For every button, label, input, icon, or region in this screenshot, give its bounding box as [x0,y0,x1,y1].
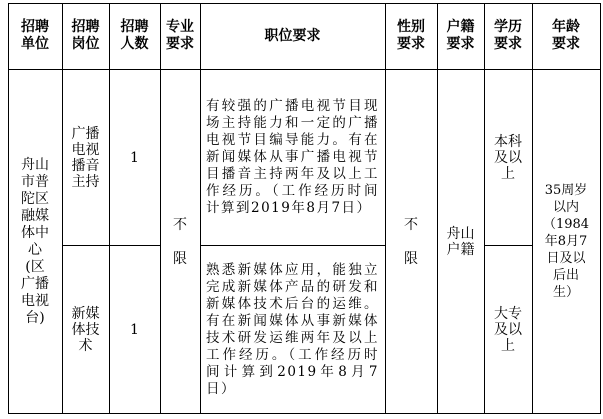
gender-cell: 不 限 [404,216,418,267]
header-education: 学历 要求 [494,19,522,52]
requirements-text-row-2: 熟悉新媒体应用，能独立完成新媒体产品的研发和新媒体技术后台的运维。有在新闻媒体从事新媒体技术研发运维两年及以上工作经历。（工作经历时间计算到2019年8月7日） [206,261,379,397]
header-count: 招聘 人数 [120,19,149,52]
col-border-9 [600,3,601,414]
count-row-2: 1 [130,321,139,338]
age-cell: 35周岁 以内 （1984 年8月7 日及以 后出 生） [542,183,590,300]
header-unit: 招聘 单位 [21,19,49,52]
position-new-media-tech: 新媒 体技 术 [71,305,100,354]
major-cell: 不 限 [173,216,187,267]
header-gender: 性别 要求 [397,19,425,52]
position-broadcast-host: 广播 电视 播音 主持 [71,125,100,190]
education-row-2: 大专 及以 上 [494,305,522,354]
header-age: 年龄 要求 [552,19,580,52]
count-row-1: 1 [130,149,139,166]
unit-cell [8,70,62,413]
education-row-1: 本科 及以 上 [494,133,522,182]
requirements-text-row-1: 有较强的广播电视节目现场主持能力和一定的广播电视节目编导能力。有在新闻媒体从事广播电视节目播音主持两年及以上工作经历。（工作经历时间计算到2019年8月7日） [206,98,379,216]
requirements-row-2 [200,246,385,413]
unit-name: 舟山市普陀区融媒体中心(区广播电视台) [21,156,49,326]
header-requirements: 职位要求 [264,27,321,44]
header-hukou: 户籍 要求 [446,19,475,52]
table-bottom-border [8,413,600,414]
requirements-row-1 [200,70,385,245]
header-major: 专业 要求 [166,19,194,52]
hukou-cell: 舟山 户籍 [446,225,475,258]
header-position: 招聘 岗位 [71,19,100,52]
